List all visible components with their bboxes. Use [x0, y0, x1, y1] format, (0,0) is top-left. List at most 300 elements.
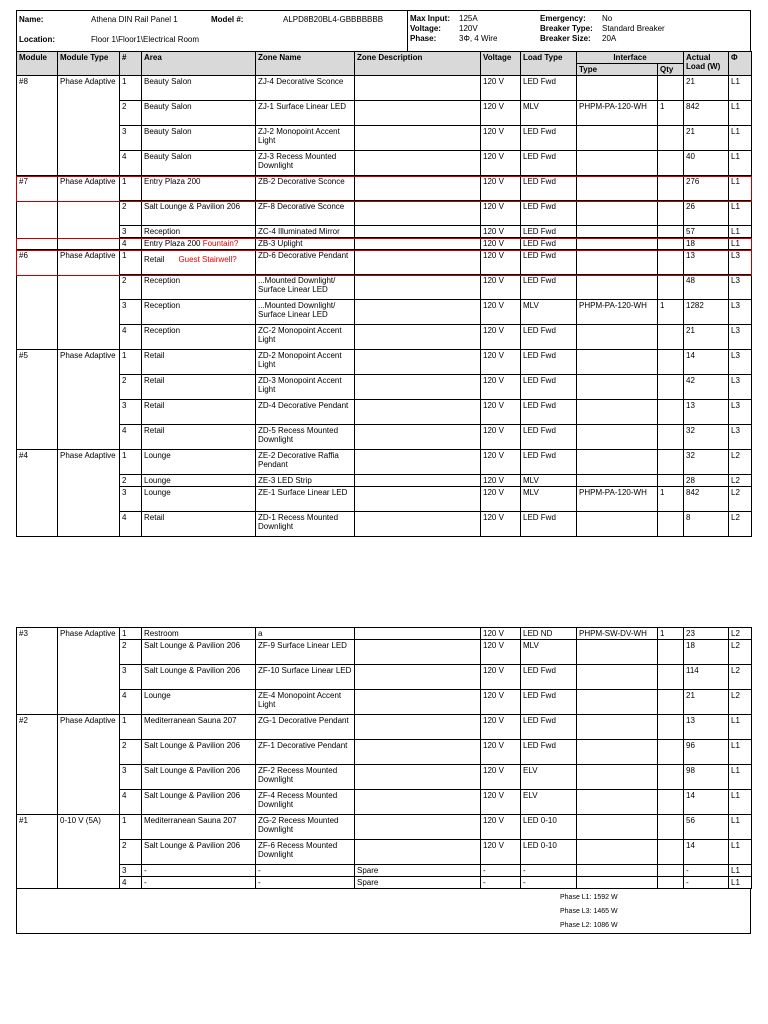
zone-area-text: Salt Lounge & Pavilion 206: [144, 666, 241, 675]
interface-type: PHPM-PA-120-WH: [577, 101, 658, 126]
table-row: [17, 325, 752, 350]
interface-type: [577, 665, 658, 690]
zone-description: [355, 400, 481, 425]
zone-number: 1: [120, 715, 142, 740]
interface-qty: [658, 238, 684, 250]
zone-number: 4: [120, 877, 142, 889]
zone-load-type: LED Fwd: [521, 76, 577, 101]
interface-type: [577, 512, 658, 537]
module-type: Phase Adaptive: [58, 176, 120, 250]
zone-name: ZJ-1 Surface Linear LED: [256, 101, 355, 126]
phase: L1: [729, 151, 752, 176]
panel-schedule-page-1: [16, 10, 751, 537]
zone-voltage: 120 V: [481, 640, 521, 665]
interface-qty: [658, 475, 684, 487]
interface-type: [577, 76, 658, 101]
total-phase-l3: Phase L3: 1465 W: [560, 908, 618, 915]
header-divider: [407, 11, 408, 51]
actual-load: 98: [684, 765, 729, 790]
zone-description: [355, 250, 481, 275]
interface-type: [577, 840, 658, 865]
zone-area: [142, 640, 256, 665]
zone-name: ZD-3 Monopoint Accent Light: [256, 375, 355, 400]
zone-area-text: Retail: [144, 401, 165, 410]
zone-name: a: [256, 628, 355, 640]
interface-type: PHPM-PA-120-WH: [577, 487, 658, 512]
review-note: Guest Stairwell?: [178, 255, 237, 264]
phase: L1: [729, 877, 752, 889]
interface-qty: [658, 840, 684, 865]
zone-area: [142, 101, 256, 126]
zone-area-text: Salt Lounge & Pavilion 206: [144, 741, 241, 750]
phase: L1: [729, 840, 752, 865]
zone-name: ZD-2 Monopoint Accent Light: [256, 350, 355, 375]
zone-number: 1: [120, 628, 142, 640]
zone-description: [355, 690, 481, 715]
col-interface-qty: Qty: [658, 64, 684, 76]
zone-number: 3: [120, 765, 142, 790]
col-interface: Interface: [577, 52, 684, 64]
actual-load: 48: [684, 275, 729, 300]
zone-name: ZF-6 Recess Mounted Downlight: [256, 840, 355, 865]
col-zone-name: Zone Name: [256, 52, 355, 76]
zone-name: ZF-1 Decorative Pendant: [256, 740, 355, 765]
breaker-size-label: Breaker Size:: [540, 34, 591, 43]
zone-number: 2: [120, 840, 142, 865]
zone-area-text: Reception: [144, 276, 181, 285]
zone-voltage: 120 V: [481, 512, 521, 537]
phase: L1: [729, 790, 752, 815]
phase: L2: [729, 475, 752, 487]
interface-type: [577, 250, 658, 275]
breaker-size-value: 20A: [602, 34, 617, 43]
table-row: [17, 226, 752, 238]
table-row: [17, 350, 752, 375]
module-type: Phase Adaptive: [58, 628, 120, 715]
zone-description: [355, 450, 481, 475]
zone-voltage: 120 V: [481, 815, 521, 840]
zone-description: [355, 375, 481, 400]
zone-area-text: Mediterranean Sauna 207: [144, 716, 237, 725]
zone-number: 3: [120, 665, 142, 690]
zone-load-type: LED Fwd: [521, 126, 577, 151]
zone-load-type: LED Fwd: [521, 400, 577, 425]
zone-name: ZF-9 Surface Linear LED: [256, 640, 355, 665]
zone-area: [142, 350, 256, 375]
table-row: [17, 450, 752, 475]
zone-area-text: Beauty Salon: [144, 77, 192, 86]
zone-voltage: 120 V: [481, 238, 521, 250]
actual-load: 13: [684, 250, 729, 275]
interface-type: [577, 877, 658, 889]
zone-voltage: 120 V: [481, 840, 521, 865]
table-row: [17, 628, 752, 640]
zone-area: [142, 201, 256, 226]
interface-qty: [658, 865, 684, 877]
total-phase-l2: Phase L2: 1086 W: [560, 922, 618, 929]
module-id: #2: [17, 715, 58, 815]
interface-qty: [658, 325, 684, 350]
interface-qty: [658, 512, 684, 537]
zone-load-type: ELV: [521, 790, 577, 815]
interface-qty: [658, 350, 684, 375]
zone-name: ZD-1 Recess Mounted Downlight: [256, 512, 355, 537]
actual-load: 23: [684, 628, 729, 640]
interface-type: [577, 176, 658, 201]
phase: L2: [729, 628, 752, 640]
zone-area: [142, 300, 256, 325]
zone-number: 1: [120, 450, 142, 475]
review-note: Fountain?: [202, 239, 239, 248]
interface-qty: [658, 201, 684, 226]
phase: L1: [729, 126, 752, 151]
interface-qty: [658, 715, 684, 740]
zone-name: ZD-5 Recess Mounted Downlight: [256, 425, 355, 450]
zone-voltage: 120 V: [481, 76, 521, 101]
zone-number: 2: [120, 275, 142, 300]
zone-area-text: Lounge: [144, 488, 171, 497]
actual-load: 13: [684, 400, 729, 425]
actual-load: 1282: [684, 300, 729, 325]
phase: L1: [729, 238, 752, 250]
interface-qty: [658, 250, 684, 275]
zone-voltage: 120 V: [481, 628, 521, 640]
zone-description: [355, 665, 481, 690]
interface-type: [577, 815, 658, 840]
interface-qty: [658, 176, 684, 201]
actual-load: 56: [684, 815, 729, 840]
zone-number: 2: [120, 201, 142, 226]
zone-number: 4: [120, 512, 142, 537]
zone-load-type: LED 0-10: [521, 840, 577, 865]
interface-qty: [658, 640, 684, 665]
zone-description: [355, 101, 481, 126]
actual-load: -: [684, 865, 729, 877]
zone-voltage: -: [481, 865, 521, 877]
zone-voltage: 120 V: [481, 151, 521, 176]
interface-qty: [658, 790, 684, 815]
zone-area: [142, 790, 256, 815]
zone-area: [142, 487, 256, 512]
zone-name: ZE-4 Monopoint Accent Light: [256, 690, 355, 715]
zone-voltage: 120 V: [481, 765, 521, 790]
actual-load: 21: [684, 126, 729, 151]
max-input-label: Max Input:: [410, 14, 450, 23]
phase: L2: [729, 665, 752, 690]
phase: L1: [729, 715, 752, 740]
zone-area: [142, 865, 256, 877]
zone-number: 3: [120, 126, 142, 151]
actual-load: 21: [684, 76, 729, 101]
zone-voltage: 120 V: [481, 226, 521, 238]
zone-area-text: Retail: [144, 376, 165, 385]
module-id: #4: [17, 450, 58, 537]
zone-number: 4: [120, 151, 142, 176]
zone-area-text: Salt Lounge & Pavilion 206: [144, 202, 241, 211]
table-row: [17, 840, 752, 865]
zone-area: [142, 325, 256, 350]
zone-area-text: Salt Lounge & Pavilion 206: [144, 791, 241, 800]
zone-number: 1: [120, 250, 142, 275]
zone-description: [355, 512, 481, 537]
zone-voltage: 120 V: [481, 275, 521, 300]
zone-area-text: -: [144, 866, 147, 875]
zone-area-text: Entry Plaza 200: [144, 239, 201, 248]
table-row: [17, 765, 752, 790]
zone-description: Spare: [355, 865, 481, 877]
phase: L3: [729, 425, 752, 450]
zone-area-text: Lounge: [144, 691, 171, 700]
interface-qty: 1: [658, 487, 684, 512]
zone-name: ZF-8 Decorative Sconce: [256, 201, 355, 226]
interface-type: [577, 325, 658, 350]
phase: L3: [729, 300, 752, 325]
breaker-type-value: Standard Breaker: [602, 24, 665, 33]
zone-description: [355, 126, 481, 151]
zone-area: [142, 250, 256, 275]
zone-load-type: LED Fwd: [521, 275, 577, 300]
zone-name: ZC-2 Monopoint Accent Light: [256, 325, 355, 350]
zone-load-type: LED Fwd: [521, 425, 577, 450]
zone-area: [142, 512, 256, 537]
interface-type: [577, 425, 658, 450]
table-row: [17, 715, 752, 740]
table-row: [17, 865, 752, 877]
zone-area: [142, 126, 256, 151]
phase: L1: [729, 226, 752, 238]
zone-voltage: 120 V: [481, 101, 521, 126]
interface-type: [577, 690, 658, 715]
actual-load: 32: [684, 425, 729, 450]
module-id: #1: [17, 815, 58, 889]
zone-voltage: 120 V: [481, 400, 521, 425]
actual-load: 42: [684, 375, 729, 400]
interface-type: [577, 790, 658, 815]
interface-type: [577, 765, 658, 790]
zone-description: [355, 350, 481, 375]
table-row: [17, 425, 752, 450]
phase: L3: [729, 275, 752, 300]
zone-description: [355, 640, 481, 665]
actual-load: -: [684, 877, 729, 889]
zone-area-text: Lounge: [144, 451, 171, 460]
module-id: #7: [17, 176, 58, 250]
zone-voltage: 120 V: [481, 126, 521, 151]
interface-type: [577, 865, 658, 877]
table-row: [17, 250, 752, 275]
actual-load: 18: [684, 640, 729, 665]
phase: L1: [729, 76, 752, 101]
table-row: [17, 487, 752, 512]
table-row: [17, 201, 752, 226]
zone-voltage: 120 V: [481, 300, 521, 325]
zone-load-type: LED Fwd: [521, 512, 577, 537]
interface-qty: [658, 425, 684, 450]
module-id: #8: [17, 76, 58, 176]
zone-area-text: Beauty Salon: [144, 127, 192, 136]
table-row: [17, 126, 752, 151]
zone-description: [355, 176, 481, 201]
zone-voltage: 120 V: [481, 690, 521, 715]
zone-area-text: Entry Plaza 200: [144, 177, 201, 186]
zone-name: ...Mounted Downlight/ Surface Linear LED: [256, 275, 355, 300]
table-row: [17, 475, 752, 487]
interface-type: [577, 151, 658, 176]
zone-load-type: LED Fwd: [521, 690, 577, 715]
interface-qty: 1: [658, 628, 684, 640]
zone-area: [142, 450, 256, 475]
module-id: #6: [17, 250, 58, 350]
actual-load: 8: [684, 512, 729, 537]
zone-voltage: 120 V: [481, 375, 521, 400]
zone-number: 3: [120, 487, 142, 512]
voltage-label: Voltage:: [410, 24, 441, 33]
zone-area-text: Beauty Salon: [144, 102, 192, 111]
zone-number: 1: [120, 176, 142, 201]
zone-name: ZF-4 Recess Mounted Downlight: [256, 790, 355, 815]
zone-load-type: LED Fwd: [521, 176, 577, 201]
zone-area-text: Restroom: [144, 629, 179, 638]
zone-name: ZE-1 Surface Linear LED: [256, 487, 355, 512]
zone-voltage: -: [481, 877, 521, 889]
zone-description: [355, 715, 481, 740]
phase: L1: [729, 740, 752, 765]
actual-load: 57: [684, 226, 729, 238]
zone-number: 4: [120, 238, 142, 250]
panel-schedule-page-2: [16, 627, 751, 934]
table-row: [17, 512, 752, 537]
zone-number: 2: [120, 101, 142, 126]
zone-area: [142, 765, 256, 790]
zone-load-type: LED Fwd: [521, 325, 577, 350]
zone-load-type: -: [521, 865, 577, 877]
zone-load-type: LED 0-10: [521, 815, 577, 840]
phase-value: 3Φ, 4 Wire: [459, 34, 498, 43]
zone-voltage: 120 V: [481, 715, 521, 740]
zone-description: [355, 815, 481, 840]
zone-number: 1: [120, 350, 142, 375]
zone-name: ZC-4 Illuminated Mirror: [256, 226, 355, 238]
location-value: Floor 1\Floor1\Electrical Room: [91, 35, 200, 44]
zone-area-text: Reception: [144, 227, 181, 236]
zone-description: [355, 226, 481, 238]
zone-voltage: 120 V: [481, 665, 521, 690]
interface-type: [577, 126, 658, 151]
breaker-type-label: Breaker Type:: [540, 24, 593, 33]
zone-load-type: -: [521, 877, 577, 889]
actual-load: 18: [684, 238, 729, 250]
zone-area: [142, 275, 256, 300]
zone-area-text: Salt Lounge & Pavilion 206: [144, 841, 241, 850]
actual-load: 842: [684, 487, 729, 512]
table-row: [17, 640, 752, 665]
module-type: Phase Adaptive: [58, 76, 120, 176]
table-row: [17, 815, 752, 840]
actual-load: 96: [684, 740, 729, 765]
table-row: [17, 151, 752, 176]
zone-load-type: LED Fwd: [521, 226, 577, 238]
zone-area-text: Reception: [144, 301, 181, 310]
zone-area: [142, 226, 256, 238]
zone-voltage: 120 V: [481, 201, 521, 226]
zone-description: [355, 238, 481, 250]
zone-description: [355, 765, 481, 790]
zone-load-type: LED Fwd: [521, 151, 577, 176]
table-row: [17, 238, 752, 250]
interface-qty: [658, 815, 684, 840]
zone-load-type: LED Fwd: [521, 250, 577, 275]
col-module-type: Module Type: [58, 52, 120, 76]
zone-voltage: 120 V: [481, 325, 521, 350]
interface-qty: [658, 76, 684, 101]
max-input-value: 125A: [459, 14, 478, 23]
zone-voltage: 120 V: [481, 250, 521, 275]
model-value: ALPD8B20BL4-GBBBBBBB: [283, 15, 384, 24]
zone-number: 3: [120, 865, 142, 877]
zone-description: [355, 151, 481, 176]
zone-area: [142, 76, 256, 101]
interface-type: [577, 201, 658, 226]
zone-name: ZF-10 Surface Linear LED: [256, 665, 355, 690]
zone-load-type: LED Fwd: [521, 715, 577, 740]
actual-load: 21: [684, 690, 729, 715]
zone-voltage: 120 V: [481, 740, 521, 765]
phase: L2: [729, 487, 752, 512]
table-row: [17, 101, 752, 126]
zone-area: [142, 425, 256, 450]
zone-name: ZE-3 LED Strip: [256, 475, 355, 487]
zone-area-text: Lounge: [144, 476, 171, 485]
zone-voltage: 120 V: [481, 790, 521, 815]
table-row: [17, 690, 752, 715]
interface-type: [577, 715, 658, 740]
zone-description: [355, 790, 481, 815]
zone-area: [142, 628, 256, 640]
zone-load-type: MLV: [521, 475, 577, 487]
table-row: [17, 400, 752, 425]
zone-description: [355, 628, 481, 640]
zone-description: [355, 76, 481, 101]
table-row: [17, 665, 752, 690]
zone-name: ZJ-3 Recess Mounted Downlight: [256, 151, 355, 176]
zone-area: [142, 815, 256, 840]
interface-type: [577, 400, 658, 425]
col-num: #: [120, 52, 142, 76]
actual-load: 40: [684, 151, 729, 176]
zone-name: ZD-4 Decorative Pendant: [256, 400, 355, 425]
zone-area-text: Retail: [144, 255, 165, 264]
interface-qty: [658, 690, 684, 715]
actual-load: 21: [684, 325, 729, 350]
zone-number: 2: [120, 375, 142, 400]
interface-type: PHPM-SW-DV-WH: [577, 628, 658, 640]
zone-name: ZJ-2 Monopoint Accent Light: [256, 126, 355, 151]
table-row: [17, 375, 752, 400]
zone-description: [355, 740, 481, 765]
zone-area-text: Salt Lounge & Pavilion 206: [144, 641, 241, 650]
zone-description: [355, 425, 481, 450]
zone-area-text: Retail: [144, 513, 165, 522]
table-row: [17, 790, 752, 815]
zone-area: [142, 715, 256, 740]
zone-area-text: Retail: [144, 426, 165, 435]
zone-area: [142, 375, 256, 400]
zone-name: -: [256, 865, 355, 877]
name-value: Athena DIN Rail Panel 1: [91, 15, 178, 24]
actual-load: 14: [684, 840, 729, 865]
zone-name: ZF-2 Recess Mounted Downlight: [256, 765, 355, 790]
table-row: [17, 877, 752, 889]
